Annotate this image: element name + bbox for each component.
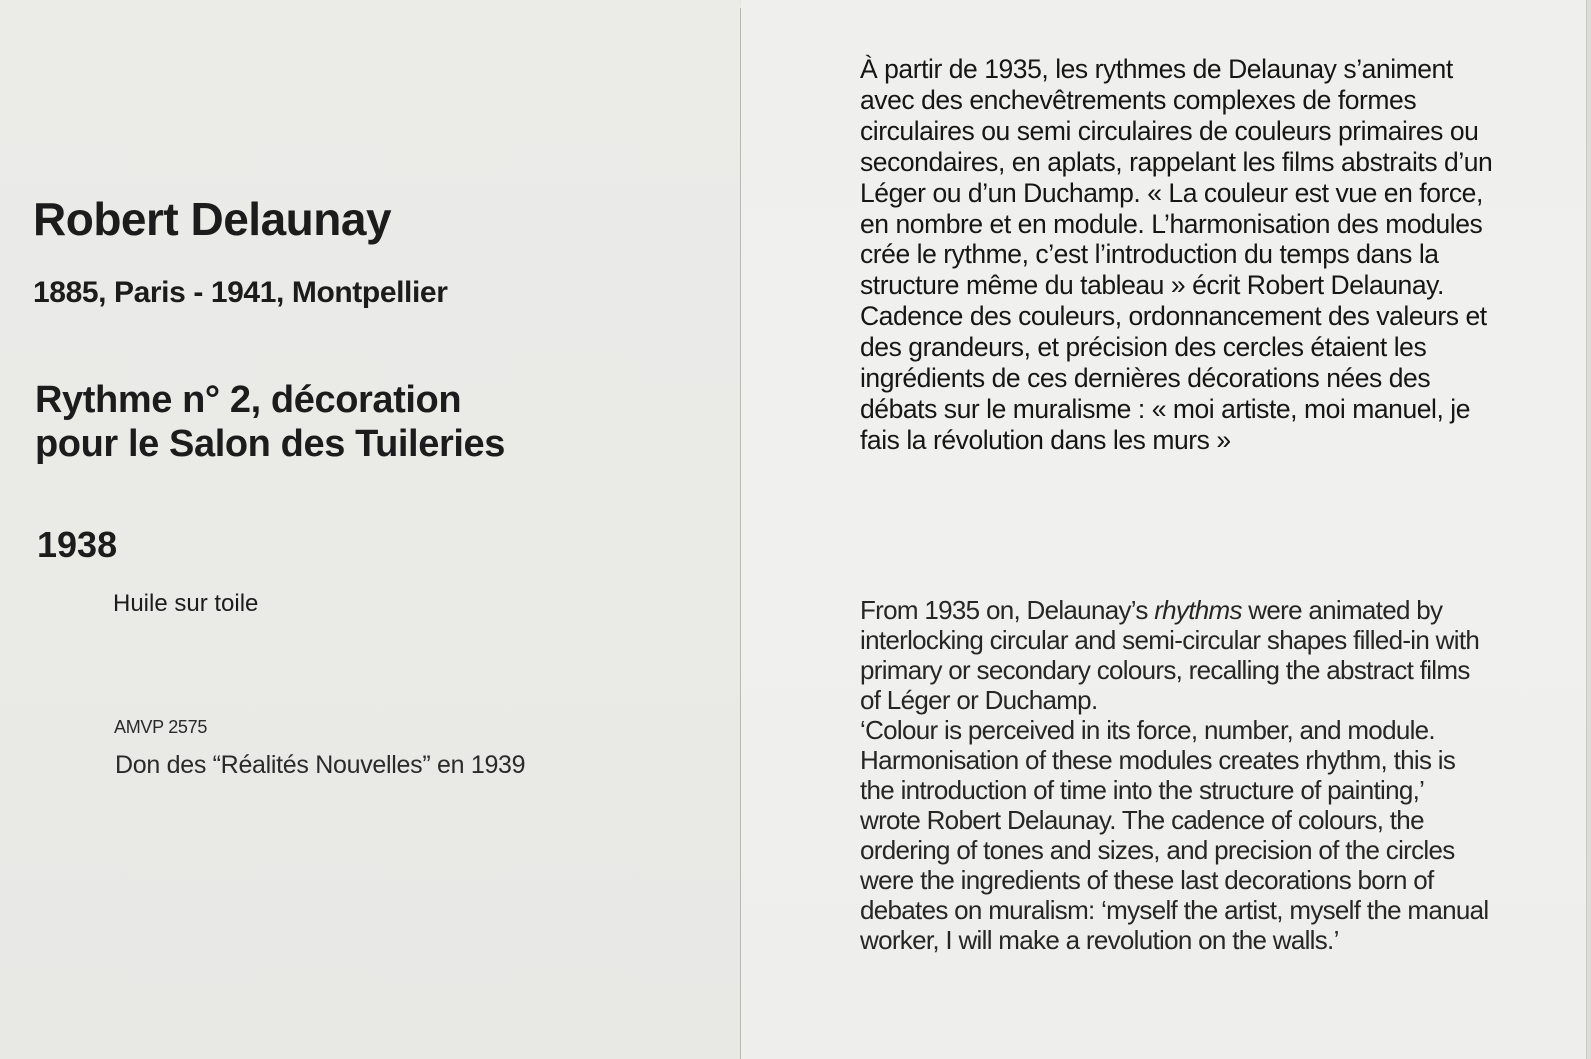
description-en-line: ordering of tones and sizes, and precision of the circles [860,835,1455,865]
description-en-line: wrote Robert Delaunay. The cadence of colours, the [860,805,1424,835]
artwork-medium: Huile sur toile [113,590,259,617]
description-en-line: the introduction of time into the structure of painting,’ [860,775,1425,805]
description-fr-line: structure même du tableau » écrit Robert Delaunay. [860,270,1444,301]
artwork-title [35,378,505,466]
description-en-line: interlocking circular and semi-circular shapes filled-in with [860,625,1480,655]
credit-line: Don des “Réalités Nouvelles” en 1939 [115,751,526,779]
description-fr-line: crée le rythme, c’est l’introduction du temps dans la [860,239,1439,270]
label-panel-left [0,0,740,1059]
description-fr-line: débats sur le muralisme : « moi artiste, moi manuel, je [860,393,1471,424]
description-en-line: primary or secondary colours, recalling the abstract films [860,655,1470,685]
artist-name: Robert Delaunay [33,193,392,245]
description-fr-line: ingrédients de ces dernières décorations nées des [860,363,1431,394]
artist-dates: 1885, Paris - 1941, Montpellier [33,276,448,309]
description-en-line: debates on muralism: ‘myself the artist, myself the manual [860,895,1489,925]
description-en-line: Harmonisation of these modules creates rhythm, this is [860,745,1456,775]
description-fr-line: avec des enchevêtrements complexes de formes [860,84,1417,115]
artwork-year: 1938 [37,524,118,565]
artwork-title-line: Rythme n° 2, décoration [35,379,462,421]
description-fr-line: des grandeurs, et précision des cercles étaient les [860,332,1427,363]
description-en-text: were animated by [1241,595,1443,625]
description-en-italic: rhythms [1154,595,1242,625]
description-en-line: worker, I will make a revolution on the walls.’ [860,925,1339,955]
inventory-number: AMVP 2575 [114,717,208,737]
description-fr-line: circulaires ou semi circulaires de couleurs primaires ou [860,115,1479,146]
description-en-line [860,595,1560,625]
description-english [860,595,1560,955]
description-fr-line: en nombre et en module. L’harmonisation des modules [860,208,1483,239]
description-en-line: ‘Colour is perceived in its force, number, and module. [860,715,1435,745]
description-fr-line: secondaires, en aplats, rappelant les films abstraits d’un [860,146,1493,177]
description-french [860,54,1560,456]
description-en-line: of Léger or Duchamp. [860,685,1098,715]
label-right-edge [1586,0,1591,1059]
description-fr-line: Léger ou d’un Duchamp. « La couleur est vue en force, [860,177,1483,208]
artwork-title-line: pour le Salon des Tuileries [35,423,505,465]
description-en-line: were the ingredients of these last decorations born of [860,865,1434,895]
description-fr-line: À partir de 1935, les rythmes de Delaunay s’animent [860,54,1453,84]
description-en-text: From 1935 on, Delaunay’s [860,595,1155,625]
description-fr-line: Cadence des couleurs, ordonnancement des valeurs et [860,301,1487,332]
description-fr-line: fais la révolution dans les murs » [860,424,1231,455]
